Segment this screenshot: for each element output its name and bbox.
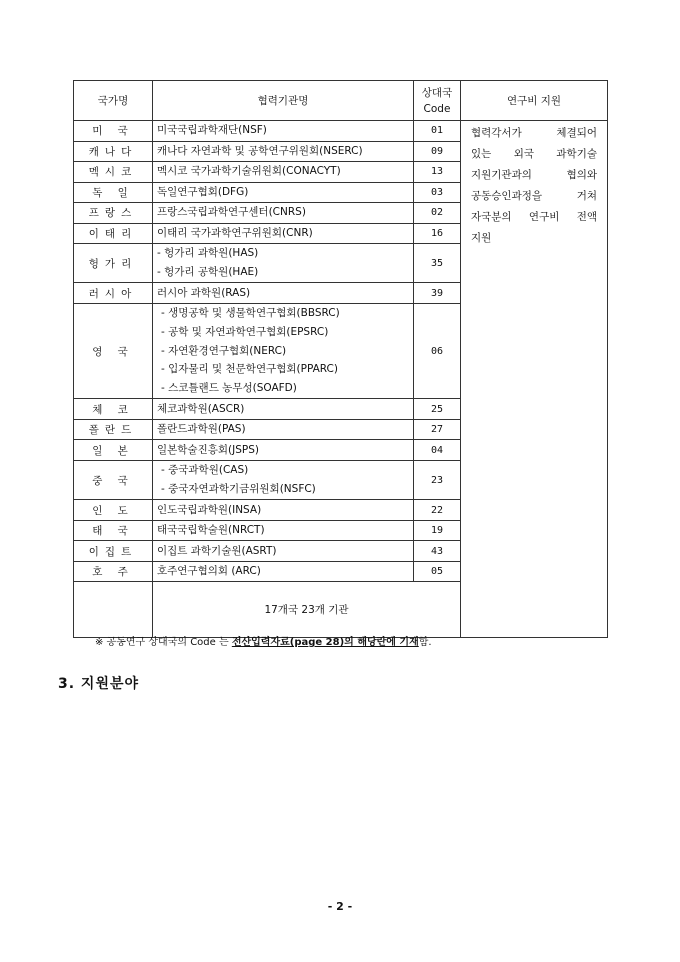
- header-code: [414, 81, 461, 121]
- code-cell: 16: [414, 223, 461, 244]
- country-cell: 미 국: [74, 121, 153, 142]
- institution-cell: [153, 141, 414, 162]
- institution-name: - 생명공학 및 생물학연구협회(BBSRC): [161, 307, 340, 320]
- header-institution: 협력기관명: [153, 81, 414, 121]
- institution-name: 미국국립과학재단(NSF): [157, 124, 267, 137]
- institution-name: 이태리 국가과학연구위원회(CNR): [157, 226, 313, 239]
- support-text-line: 자국분의 연구비 전액: [471, 211, 597, 223]
- code-cell: 23: [414, 460, 461, 499]
- institution-name: - 중국과학원(CAS): [161, 464, 249, 477]
- country-cell: 프랑스: [74, 203, 153, 224]
- institution-name: 태국국립학술원(NRCT): [157, 524, 265, 537]
- country-cell: 독 일: [74, 182, 153, 203]
- country-cell: 체 코: [74, 399, 153, 420]
- institution-name: - 헝가리 공학원(HAE): [157, 266, 259, 279]
- institution-name: 일본학술진흥회(JSPS): [157, 443, 259, 456]
- code-cell: 13: [414, 162, 461, 183]
- institution-cell: [153, 500, 414, 521]
- code-cell: 05: [414, 561, 461, 582]
- country-cell: 태 국: [74, 520, 153, 541]
- institution-name: 체코과학원(ASCR): [157, 402, 245, 415]
- institution-cell: [153, 399, 414, 420]
- code-cell: 02: [414, 203, 461, 224]
- total-empty-cell: [74, 582, 153, 638]
- code-cell: 43: [414, 541, 461, 562]
- institution-name: - 중국자연과학기금위원회(NSFC): [161, 483, 316, 496]
- country-cell: 헝가리: [74, 244, 153, 283]
- section-title: 3. 지원분야: [58, 676, 140, 692]
- country-cell: 이태리: [74, 223, 153, 244]
- institution-cell: [153, 303, 414, 399]
- institution-name: - 공학 및 자연과학연구협회(EPSRC): [161, 326, 329, 339]
- code-cell: 06: [414, 303, 461, 399]
- institution-name: 호주연구협의회 (ARC): [157, 565, 261, 578]
- code-cell: 27: [414, 419, 461, 440]
- country-cell: 이집트: [74, 541, 153, 562]
- country-cell: 인 도: [74, 500, 153, 521]
- partner-institution-table: [73, 80, 608, 638]
- support-text-line: 지원: [471, 232, 492, 244]
- header-code-line2: Code: [423, 102, 451, 115]
- support-text-line: 공동승인과정을 거쳐: [471, 190, 597, 202]
- code-cell: 09: [414, 141, 461, 162]
- institution-cell: [153, 121, 414, 142]
- country-cell: 러시아: [74, 283, 153, 304]
- footnote-prefix: ※ 공동연구 상대국의 Code 는: [95, 637, 232, 648]
- footnote: [95, 633, 432, 648]
- institution-name: 이집트 과학기술원(ASRT): [157, 544, 277, 557]
- code-cell: 25: [414, 399, 461, 420]
- country-cell: 호 주: [74, 561, 153, 582]
- institution-cell: [153, 223, 414, 244]
- institution-name: - 스코틀랜드 농무성(SOAFD): [161, 382, 297, 395]
- institution-name: 인도국립과학원(INSA): [157, 503, 262, 516]
- institution-name: 폴란드과학원(PAS): [157, 423, 246, 436]
- country-cell: 중 국: [74, 460, 153, 499]
- header-country: 국가명: [74, 81, 153, 121]
- country-cell: 멕시코: [74, 162, 153, 183]
- table-header-row: [74, 81, 608, 121]
- institution-cell: [153, 520, 414, 541]
- page-number: - 2 -: [327, 900, 353, 913]
- institution-cell: [153, 541, 414, 562]
- country-cell: 영 국: [74, 303, 153, 399]
- country-cell: 캐나다: [74, 141, 153, 162]
- support-text-line: 협력각서가 체결되어: [471, 127, 597, 139]
- total-count: 17개국 23개 기관: [153, 582, 461, 638]
- support-cell: [461, 121, 608, 638]
- footnote-suffix: 함.: [418, 637, 432, 648]
- code-cell: 01: [414, 121, 461, 142]
- code-cell: 35: [414, 244, 461, 283]
- code-cell: 19: [414, 520, 461, 541]
- institution-cell: [153, 283, 414, 304]
- institution-cell: [153, 460, 414, 499]
- institution-cell: [153, 182, 414, 203]
- institution-cell: [153, 162, 414, 183]
- institution-cell: [153, 561, 414, 582]
- institution-name: 독일연구협회(DFG): [157, 185, 249, 198]
- institution-cell: [153, 419, 414, 440]
- code-cell: 39: [414, 283, 461, 304]
- code-cell: 03: [414, 182, 461, 203]
- institution-cell: [153, 203, 414, 224]
- code-cell: 04: [414, 440, 461, 461]
- institution-name: 캐나다 자연과학 및 공학연구위원회(NSERC): [157, 144, 363, 157]
- header-code-line1: 상대국: [421, 86, 453, 99]
- country-cell: 폴란드: [74, 419, 153, 440]
- footnote-emphasis: 전산입력자료(page 28)의 해당란에 기재: [231, 637, 419, 648]
- support-text-line: 있는 외국 과학기술: [471, 148, 597, 160]
- institution-name: 러시아 과학원(RAS): [157, 286, 251, 299]
- header-support: 연구비 지원: [461, 81, 608, 121]
- support-text-line: 지원기관과의 협의와: [471, 169, 597, 181]
- table-row: [74, 121, 608, 142]
- institution-name: - 자연환경연구협회(NERC): [161, 344, 287, 357]
- institution-name: - 입자물리 및 천문학연구협회(PPARC): [161, 363, 338, 376]
- code-cell: 22: [414, 500, 461, 521]
- institution-name: 멕시코 국가과학기술위원회(CONACYT): [157, 165, 341, 178]
- institution-cell: [153, 440, 414, 461]
- institution-name: 프랑스국립과학연구센터(CNRS): [157, 206, 306, 219]
- institution-name: - 헝가리 과학원(HAS): [157, 247, 259, 260]
- institution-cell: [153, 244, 414, 283]
- country-cell: 일 본: [74, 440, 153, 461]
